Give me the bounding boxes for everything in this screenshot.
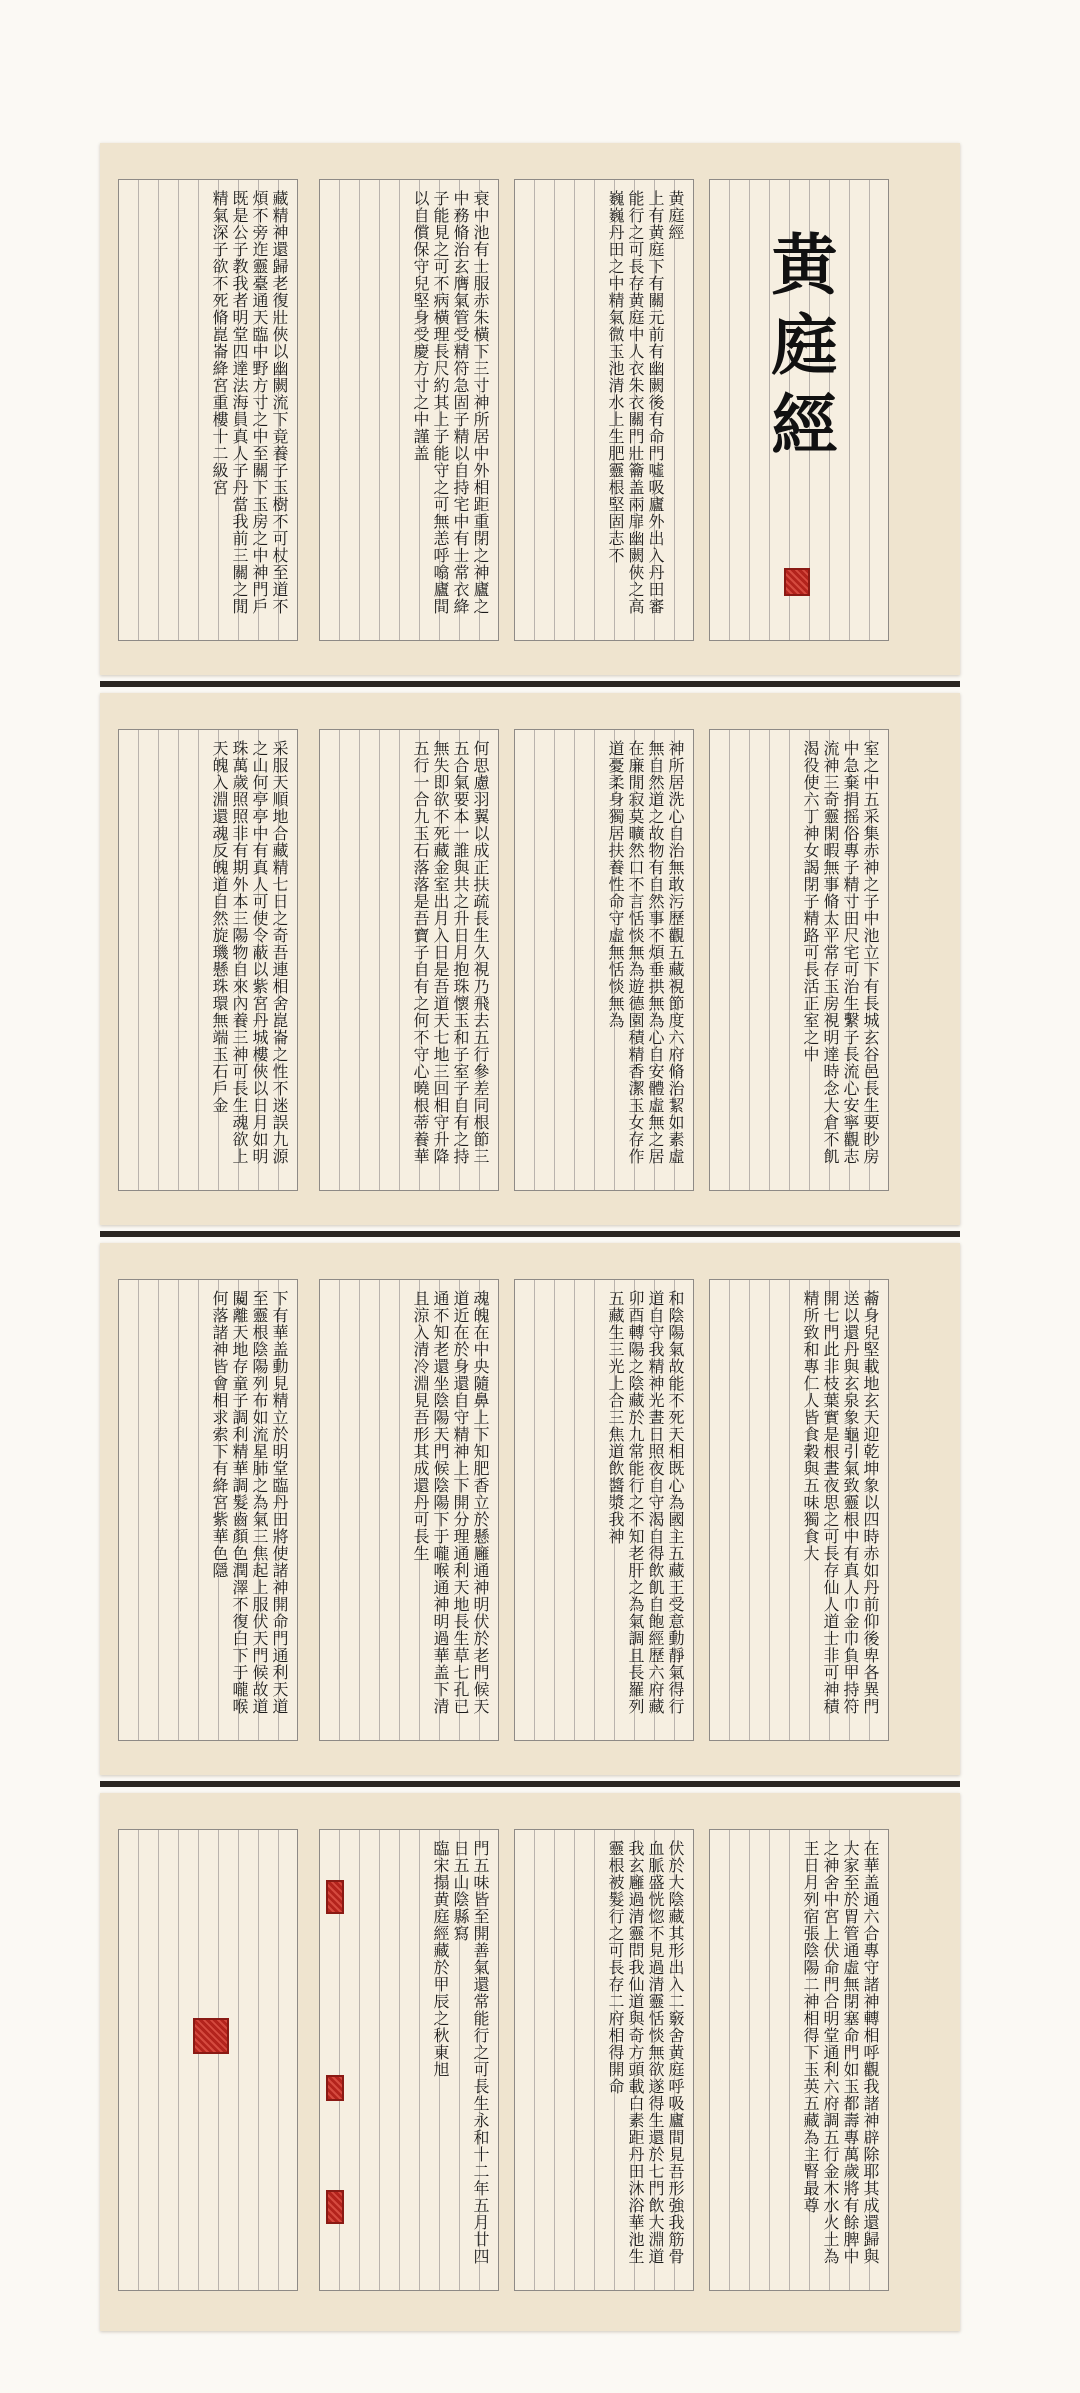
album-row-4: [100, 1793, 960, 2331]
large-red-seal-stamp: [193, 2018, 229, 2054]
text-column-block: 和陰陽氣故能不死天相既心為國主五藏王受意動靜氣得行道自守我精神光晝日照夜自守渴自得飲飢自飽經歷六府藏卯酉轉陽之陰藏於九常能行之不知老肝之為氣調且長羅列五藏生三光上合三焦道飲醬漿我神: [606, 1290, 685, 1715]
text-panel: [709, 1279, 889, 1741]
album-row-1: [100, 143, 960, 675]
text-column-block: 黄庭經 上有黄庭下有關元前有幽闕後有命門噓吸廬外出入丹田審能行之可長存黄庭中人衣朱衣關門壯籥盖兩扉幽闕俠之高巍巍丹田之中精氣微玉池清水上生肥靈根堅固志不: [606, 190, 685, 615]
text-column-block: 下有華盖動見精立於明堂臨丹田將使諸神開命門通利天道至靈根陰陽列布如流星肺之為氣三焦起上服伏天門候故道闚離天地存童子調利精華調髮齒顏色潤澤不復白下于嚨喉何落諸神皆會相求索下有絳宮紫華色隱: [210, 1290, 289, 1715]
text-column-block: 魂魄在中央隨鼻上下知肥香立於懸廱通神明伏於老門候天道近在於身還自守精神上下開分理通利天地長生草七孔已通不知老還坐陰陽天門候陰陽下于嚨喉通神明過華盖下清且涼入清冷淵見吾形其成還丹可長生: [411, 1290, 490, 1715]
colophon-panel: [319, 1829, 499, 2291]
text-column-block: 神所居洗心自治無敢污歷觀五藏視節度六府脩治絜如素虛無自然道之故物有自然事不煩垂拱無為心自安體虛無之居在廉閒寂莫曠然口不言恬惔無為遊德園積精香潔玉女存作道憂柔身獨居扶養性命守虛無恬惔無為: [606, 740, 685, 1165]
text-panel: [319, 729, 499, 1191]
text-column-block: 衰中池有士服赤朱橫下三寸神所居中外相距重閉之神廬之中務脩治玄膺氣管受精符急固子精以自持宅中有士常衣絳子能見之可不病橫理長尺約其上子能守之可無恙呼噏廬間以自償保守兒堅身受慶方寸之中謹盖: [411, 190, 490, 615]
red-seal-stamp: [326, 2075, 344, 2101]
text-column-block: 何思慮羽翼以成正扶疏長生久視乃飛去五行參差同根節三五合氣要本一誰與共之升日月抱珠懷玉和子室子自有之持無失即欲不死藏金室出月入日是吾道天七地三回相守升降五行一合九玉石落落是吾寶子自有之何不守心曉根蒂養華: [411, 740, 490, 1165]
text-panel: [514, 179, 694, 641]
text-column-block: 伏於大陰藏其形出入二竅舍黄庭呼吸廬間見吾形強我筋骨血脈盛恍惚不見過清靈恬惔無欲遂得生還於七門飲大淵道我玄廱過清靈問我仙道與奇方頭載白素距丹田沐浴華池生靈根被髮行之可長存二府相得開命: [606, 1840, 685, 2265]
text-panel: [118, 179, 298, 641]
text-panel: [514, 1829, 694, 2291]
album-row-3: [100, 1243, 960, 1775]
colophon-text: 門五味皆至開善氣還常能行之可長生永和十二年五月廿四日五山陰縣寫 臨宋搨黄庭經藏於甲辰之秋東旭: [431, 1840, 490, 2265]
title-panel: [709, 179, 889, 641]
text-panel: [514, 1279, 694, 1741]
red-seal-stamp: [784, 568, 810, 596]
text-column-block: 藏精神還歸老復壯俠以幽闕流下竟養子玉樹不可杖至道不煩不旁迮靈臺通天臨中野方寸之中至關下玉房之中神門戶既是公子教我者明堂四達法海員真人子丹當我前三關之閒精氣深子欲不死脩崑崙絳宮重樓十二級宮: [210, 190, 289, 615]
seal-panel: [118, 1829, 298, 2291]
text-column-block: 在華盖通六合專守諸神轉相呼觀我諸神辟除耶其成還歸與大家至於胃管通虛無閉塞命門如玉都壽專萬歲將有餘脾中之神舍中宮上伏命門合明堂通利六府調五行金木水火土為王日月列宿張陰陽二神相得下玉英五藏為主腎最尊: [801, 1840, 880, 2265]
text-panel: [514, 729, 694, 1191]
title-calligraphy: 黄庭經: [760, 230, 838, 470]
panel-divider: [100, 1781, 960, 1787]
text-panel: [319, 179, 499, 641]
red-seal-stamp: [326, 1880, 344, 1914]
album-row-2: [100, 693, 960, 1225]
panel-divider: [100, 681, 960, 687]
text-panel: [319, 1279, 499, 1741]
red-seal-stamp: [326, 2190, 344, 2224]
text-panel: [709, 1829, 889, 2291]
text-column-block: 蘥身兒堅載地玄天迎乾坤象以四時赤如丹前仰後卑各異門送以還丹與玄泉象龜引氣致靈根中有真人巾金巾負甲持符開七門此非枝葉實是根晝夜思之可長存仙人道士非可神積精所致和專仁人皆食穀與五味獨食大: [801, 1290, 880, 1715]
text-column-block: 采服天順地合藏精七日之奇吾連相舍崑崙之性不迷誤九源之山何亭亭中有真人可使令蔽以紫宮丹城樓俠以日月如明珠萬歲照照非有期外本三陽物自來內養三神可長生魂欲上天魄入淵還魂反魄道自然旋璣懸珠環無端玉石戶金: [210, 740, 289, 1165]
panel-divider: [100, 1231, 960, 1237]
text-panel: [118, 729, 298, 1191]
calligraphy-album: [100, 143, 960, 2349]
text-panel: [709, 729, 889, 1191]
text-column-block: 室之中五采集赤神之子中池立下有長城玄谷邑長生要眇房中急棄捐摇俗專子精寸田尺宅可治生繫子長流心安寧觀志流神三奇靈閑暇無事脩太平常存玉房視明達時念大倉不飢渴役使六丁神女謁閉子精路可長活正室之中: [801, 740, 880, 1165]
text-panel: [118, 1279, 298, 1741]
